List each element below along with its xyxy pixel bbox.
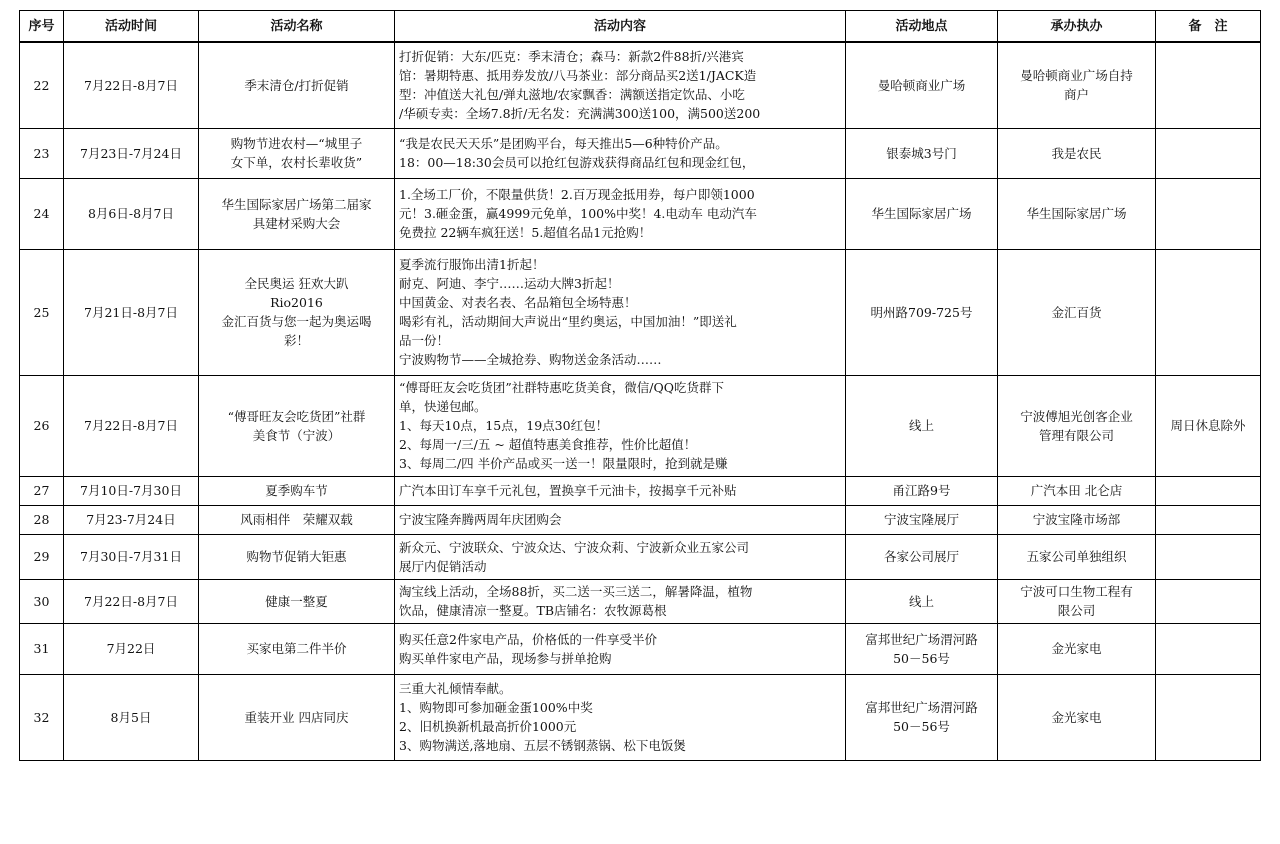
row-note: [1156, 178, 1261, 249]
row-name: 购物节进农村—“城里子 女下单，农村长辈收货”: [199, 128, 395, 178]
table-row: [20, 178, 1261, 249]
row-name: 买家电第二件半价: [199, 623, 395, 674]
row-org: 曼哈顿商业广场自持 商户: [998, 42, 1156, 128]
row-place: 各家公司展厅: [846, 534, 998, 579]
row-org: 宁波傅旭光创客企业 管理有限公司: [998, 375, 1156, 476]
row-content: 宁波宝隆奔腾两周年庆团购会: [395, 505, 846, 534]
header-place: 活动地点: [846, 11, 998, 43]
row-content: 三重大礼倾情奉献。 1、购物即可参加砸金蛋100%中奖 2、旧机换新机最高折价1000元 3、购物满送,落地扇、五层不锈钢蒸锅、松下电饭煲: [395, 674, 846, 760]
row-time: 7月22日: [64, 623, 199, 674]
header-row: [20, 11, 1261, 43]
row-seq: 25: [20, 249, 64, 375]
table-row: [20, 476, 1261, 505]
row-content: 淘宝线上活动，全场88折，买二送一买三送二，解暑降温，植物 饮品，健康清凉一整夏。TB店铺名：农牧源葛根: [395, 579, 846, 623]
row-note: [1156, 505, 1261, 534]
row-seq: 27: [20, 476, 64, 505]
row-org: 广汽本田 北仑店: [998, 476, 1156, 505]
row-name: 健康一整夏: [199, 579, 395, 623]
table-row: [20, 579, 1261, 623]
row-note: [1156, 42, 1261, 128]
row-note: [1156, 249, 1261, 375]
row-org: 宁波可口生物工程有 限公司: [998, 579, 1156, 623]
row-name: 夏季购车节: [199, 476, 395, 505]
row-time: 8月5日: [64, 674, 199, 760]
row-org: 五家公司单独组织: [998, 534, 1156, 579]
row-time: 7月22日-8月7日: [64, 375, 199, 476]
row-content: 广汽本田订车享千元礼包，置换享千元油卡，按揭享千元补贴: [395, 476, 846, 505]
row-seq: 31: [20, 623, 64, 674]
row-name: 华生国际家居广场第二届家 具建材采购大会: [199, 178, 395, 249]
row-place: 华生国际家居广场: [846, 178, 998, 249]
row-time: 7月10日-7月30日: [64, 476, 199, 505]
table-row: [20, 534, 1261, 579]
table-row: [20, 674, 1261, 760]
row-content: 打折促销：大东/匹克：季末清仓；森马：新款2件88折/兴港宾 馆：暑期特惠、抵用券发放/八马茶业：部分商品买2送1/JACK造 型：冲值送大礼包/弹丸滋地/农家飘香：满额送指定饮品、小吃 /华硕专卖：全场7.8折/无名发：充满满300送100，满500送200: [395, 42, 846, 128]
row-place: 明州路709-725号: [846, 249, 998, 375]
row-org: 金汇百货: [998, 249, 1156, 375]
table-row: [20, 128, 1261, 178]
row-seq: 26: [20, 375, 64, 476]
row-name: 重装开业 四店同庆: [199, 674, 395, 760]
table-row: [20, 505, 1261, 534]
row-name: “傅哥旺友会吃货团”社群 美食节（宁波）: [199, 375, 395, 476]
row-note: [1156, 623, 1261, 674]
table-row: [20, 623, 1261, 674]
row-name: 季末清仓/打折促销: [199, 42, 395, 128]
row-place: 富邦世纪广场渭河路 50－56号: [846, 623, 998, 674]
activity-table: [19, 10, 1261, 761]
row-content: 购买任意2件家电产品，价格低的一件享受半价 购买单件家电产品，现场参与拼单抢购: [395, 623, 846, 674]
row-content: “我是农民天天乐”是团购平台，每天推出5—6种特价产品。 18：00—18:30会员可以抢红包游戏获得商品红包和现金红包，: [395, 128, 846, 178]
row-seq: 23: [20, 128, 64, 178]
row-content: 新众元、宁波联众、宁波众达、宁波众莉、宁波新众业五家公司 展厅内促销活动: [395, 534, 846, 579]
row-place: 曼哈顿商业广场: [846, 42, 998, 128]
row-place: 线上: [846, 579, 998, 623]
row-time: 7月23日-7月24日: [64, 128, 199, 178]
table-row: [20, 249, 1261, 375]
row-note: [1156, 128, 1261, 178]
row-time: 7月21日-8月7日: [64, 249, 199, 375]
row-time: 7月23-7月24日: [64, 505, 199, 534]
row-time: 7月22日-8月7日: [64, 579, 199, 623]
header-seq: 序号: [20, 11, 64, 43]
header-note: 备 注: [1156, 11, 1261, 43]
header-time: 活动时间: [64, 11, 199, 43]
row-time: 8月6日-8月7日: [64, 178, 199, 249]
row-org: 金光家电: [998, 674, 1156, 760]
row-org: 华生国际家居广场: [998, 178, 1156, 249]
row-seq: 24: [20, 178, 64, 249]
header-content: 活动内容: [395, 11, 846, 43]
row-place: 甬江路9号: [846, 476, 998, 505]
row-note: [1156, 579, 1261, 623]
row-org: 金光家电: [998, 623, 1156, 674]
header-name: 活动名称: [199, 11, 395, 43]
row-name: 风雨相伴 荣耀双载: [199, 505, 395, 534]
row-seq: 29: [20, 534, 64, 579]
row-note: [1156, 674, 1261, 760]
row-seq: 30: [20, 579, 64, 623]
row-place: 富邦世纪广场渭河路 50－56号: [846, 674, 998, 760]
row-org: 宁波宝隆市场部: [998, 505, 1156, 534]
row-note: [1156, 476, 1261, 505]
row-name: 全民奥运 狂欢大趴 Rio2016 金汇百货与您一起为奥运喝 彩！: [199, 249, 395, 375]
row-place: 线上: [846, 375, 998, 476]
row-seq: 28: [20, 505, 64, 534]
row-place: 宁波宝隆展厅: [846, 505, 998, 534]
row-org: 我是农民: [998, 128, 1156, 178]
row-time: 7月30日-7月31日: [64, 534, 199, 579]
row-content: 1.全场工厂价，不限量供货！2.百万现金抵用券，每户即领1000 元！3.砸金蛋，赢4999元免单，100%中奖！4.电动车 电动汽车 免费拉 22辆车疯狂送！5.超值名品1元抢购！: [395, 178, 846, 249]
row-note: 周日休息除外: [1156, 375, 1261, 476]
row-seq: 22: [20, 42, 64, 128]
row-place: 银泰城3号门: [846, 128, 998, 178]
row-name: 购物节促销大钜惠: [199, 534, 395, 579]
row-note: [1156, 534, 1261, 579]
row-content: 夏季流行服饰出清1折起！ 耐克、阿迪、李宁……运动大牌3折起！ 中国黄金、对表名表、名品箱包全场特惠！ 喝彩有礼，活动期间大声说出“里约奥运，中国加油！”即送礼 品一份！ 宁波购物节——全城抢券、购物送金条活动……: [395, 249, 846, 375]
row-seq: 32: [20, 674, 64, 760]
header-org: 承办执办: [998, 11, 1156, 43]
row-time: 7月22日-8月7日: [64, 42, 199, 128]
row-content: “傅哥旺友会吃货团”社群特惠吃货美食，微信/QQ吃货群下 单，快递包邮。 1、每天10点，15点，19点30红包！ 2、每周一/三/五 ~ 超值特惠美食推荐，性价比超值！ 3、每周二/四 半价产品或买一送一！限量限时，抢到就是赚: [395, 375, 846, 476]
table-row: [20, 375, 1261, 476]
table-row: [20, 42, 1261, 128]
